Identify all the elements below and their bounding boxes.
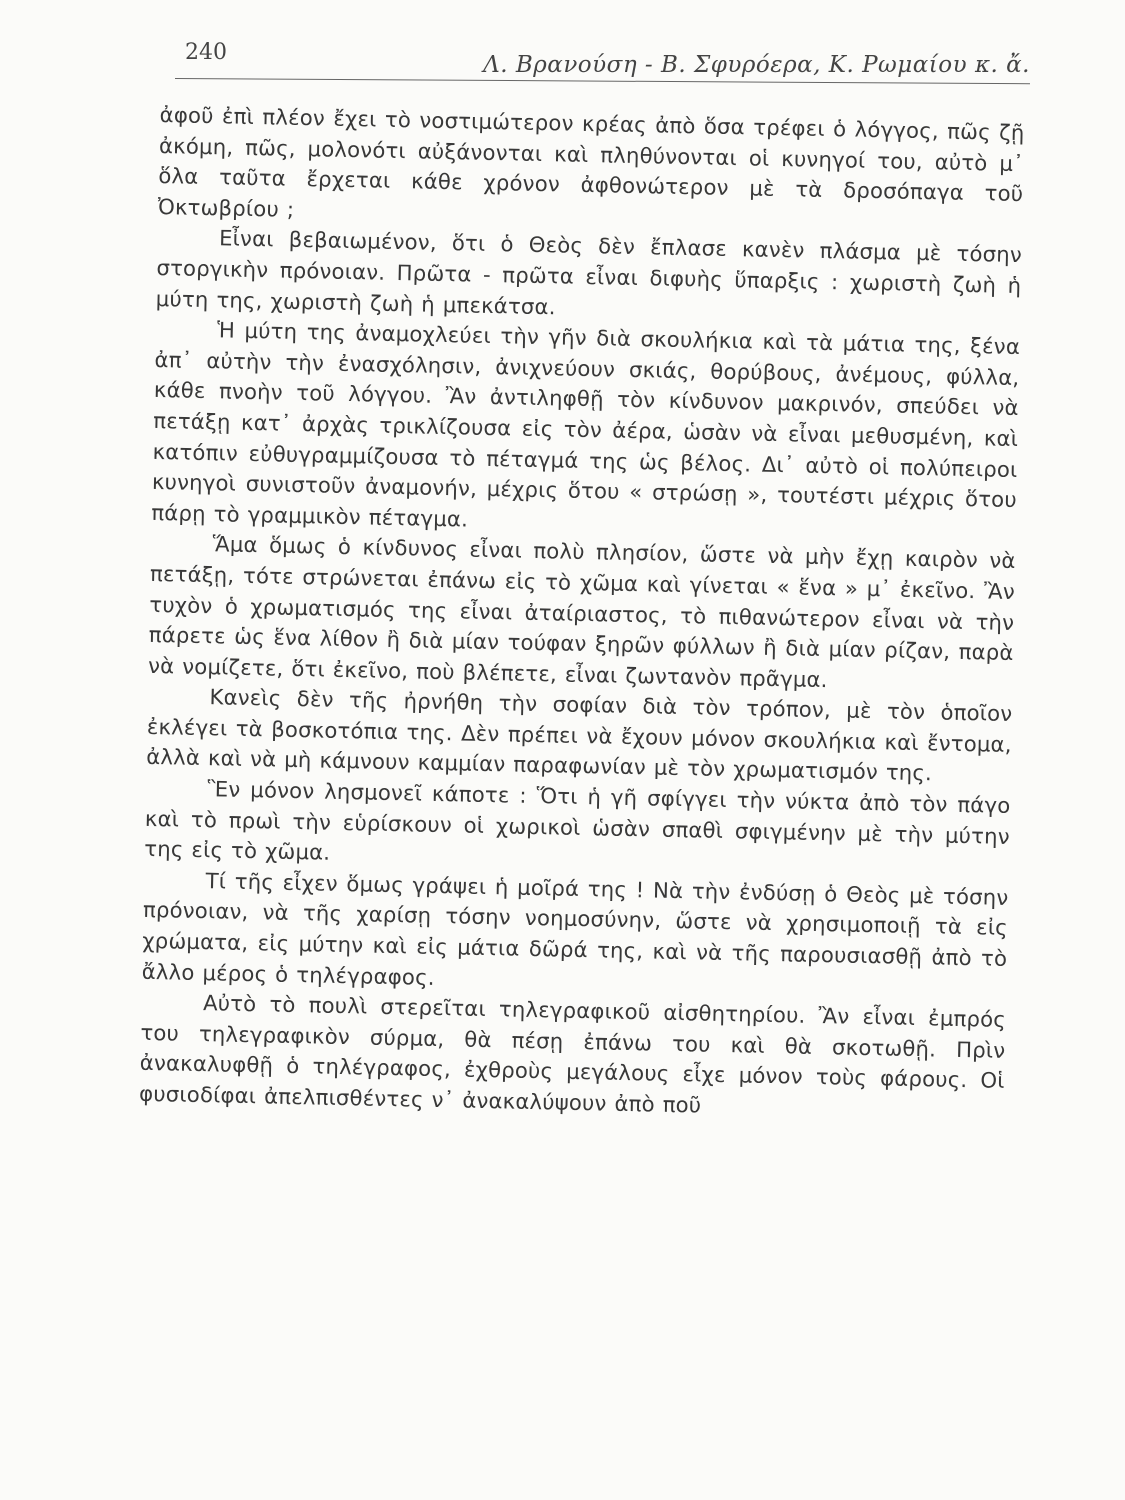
running-head: Λ. Βρανούση - Β. Σφυρόερα, Κ. Ρωμαίου κ. ἄ. bbox=[483, 52, 1030, 78]
paragraph-2: Εἶναι βεβαιωμένον, ὅτι ὁ Θεὸς δὲν ἔπλασε κανὲν πλάσμα μὲ τόσην στοργικὴν πρόνοιαν. Πρῶτα - πρῶτα εἶναι διφυὴς ὕπαρξις : χωριστὴ ζωὴ ἡ μύτη της, χωριστὴ ζωὴ ἡ μπεκάτσα. bbox=[155, 225, 1023, 319]
body-text bbox=[139, 100, 1025, 1127]
paragraph-6: Ἓν μόνον λησμονεῖ κάποτε : Ὅτι ἡ γῆ σφίγγει τὴν νύκτα ἀπὸ τὸν πάγο καὶ τὸ πρωὶ τὴν εὑρίσκουν οἱ χωρικοὶ ὡσὰν σπαθὶ σφιγμένην μὲ τὴν μύτην της εἰς τὸ χῶμα. bbox=[144, 776, 1011, 865]
paragraph-4: Ἅμα ὅμως ὁ κίνδυνος εἶναι πολὺ πλησίον, ὥστε νὰ μὴν ἔχῃ καιρὸν νὰ πετάξῃ, τότε στρώνεται ἐπάνω εἰς τὸ χῶμα καὶ γίνεται « ἕνα » μ᾽ ἐκεῖνο. Ἂν τυχὸν ὁ χρωματισμός της εἶναι ἀταίριαστος, τὸ πιθανώτερον εἶναι νὰ τὴν πάρετε ὡς ἕνα λίθον ἢ διὰ μίαν τούφαν ξηρῶν φύλλων ἢ διὰ μίαν ρίζαν, παρὰ νὰ νομίζετε, ὅτι ἐκεῖνο, ποὺ βλέπετε, εἶναι ζωντανὸν πρᾶγμα. bbox=[147, 531, 1016, 692]
paragraph-3: Ἡ μύτη της ἀναμοχλεύει τὴν γῆν διὰ σκουλήκια καὶ τὰ μάτια της, ξένα ἀπ᾽ αὐτὴν τὴν ἐνασχόλησιν, ἀνιχνεύουν σκιάς, θορύβους, ἀνέμους, φύλλα, κάθε πνοὴν τοῦ λόγγου. Ἂν ἀντιληφθῇ τὸν κίνδυνον μακρινόν, σπεύδει νὰ πετάξῃ κατ᾽ ἀρχὰς τρικλίζουσα εἰς τὸν ἀέρα, ὡσὰν νὰ εἶναι μεθυσμένη, καὶ κατόπιν εὐθυγραμμίζουσα τὸ πέταγμά της ὡς βέλος. Δι᾽ αὐτὸ οἱ πολύπειροι κυνηγοὶ συνιστοῦν ἀναμονήν, μέχρις ὅτου « στρώσῃ », τουτέστι μέχρις ὅτου πάρῃ τὸ γραμμικὸν πέταγμα. bbox=[151, 317, 1021, 532]
paragraph-5: Κανεὶς δὲν τῆς ἠρνήθη τὴν σοφίαν διὰ τὸν τρόπον, μὲ τὸν ὁποῖον ἐκλέγει τὰ βοσκοτόπια της. Δὲν πρέπει νὰ ἔχουν μόνον σκουλήκια καὶ ἔντομα, ἀλλὰ καὶ νὰ μὴ κάμνουν καμμίαν παραφωνίαν μὲ τὸν χρωματισμόν της. bbox=[145, 684, 1013, 786]
paragraph-7: Τί τῆς εἶχεν ὅμως γράψει ἡ μοῖρά της ! Νὰ τὴν ἐνδύσῃ ὁ Θεὸς μὲ τόσην πρόνοιαν, νὰ τῆς χαρίσῃ τόσην νοημοσύνην, ὥστε νὰ χρησιμοποιῇ τὰ εἰς χρώματα, εἰς μύτην καὶ εἰς μάτια δῶρά της, καὶ νὰ τῆς παρουσιασθῇ ἀπὸ τὸ ἄλλο μέρος ὁ τηλέγραφος. bbox=[141, 867, 1009, 990]
paragraph-8: Αὐτὸ τὸ πουλὶ στερεῖται τηλεγραφικοῦ αἰσθητηρίου. Ἂν εἶναι ἐμπρός του τηλεγραφικὸν σύρμα, θὰ πέσῃ ἐπάνω του καὶ θὰ σκοτωθῇ. Πρὶν ἀνακαλυφθῇ ὁ τηλέγραφος, ἐχθροὺς μεγάλους εἶχε μόνον τοὺς φάρους. Οἱ φυσιοδίφαι ἀπελπισθέντες ν᾽ ἀνακαλύψουν ἀπὸ ποῦ bbox=[138, 990, 1007, 1118]
paragraph-1: ἀφοῦ ἐπὶ πλέον ἔχει τὸ νοστιμώτερον κρέας ἀπὸ ὅσα τρέφει ὁ λόγγος, πῶς ζῇ ἀκόμη, πῶς, μολονότι αὐξάνονται καὶ πληθύνονται οἱ κυνηγοί του, αὐτὸ μ᾽ ὅλα ταῦτα ἔρχεται κάθε χρόνον ἀφθονώτερον μὲ τὰ δροσόπαγα τοῦ Ὀκτωβρίου ; bbox=[157, 101, 1025, 222]
page-number: 240 bbox=[185, 40, 227, 65]
